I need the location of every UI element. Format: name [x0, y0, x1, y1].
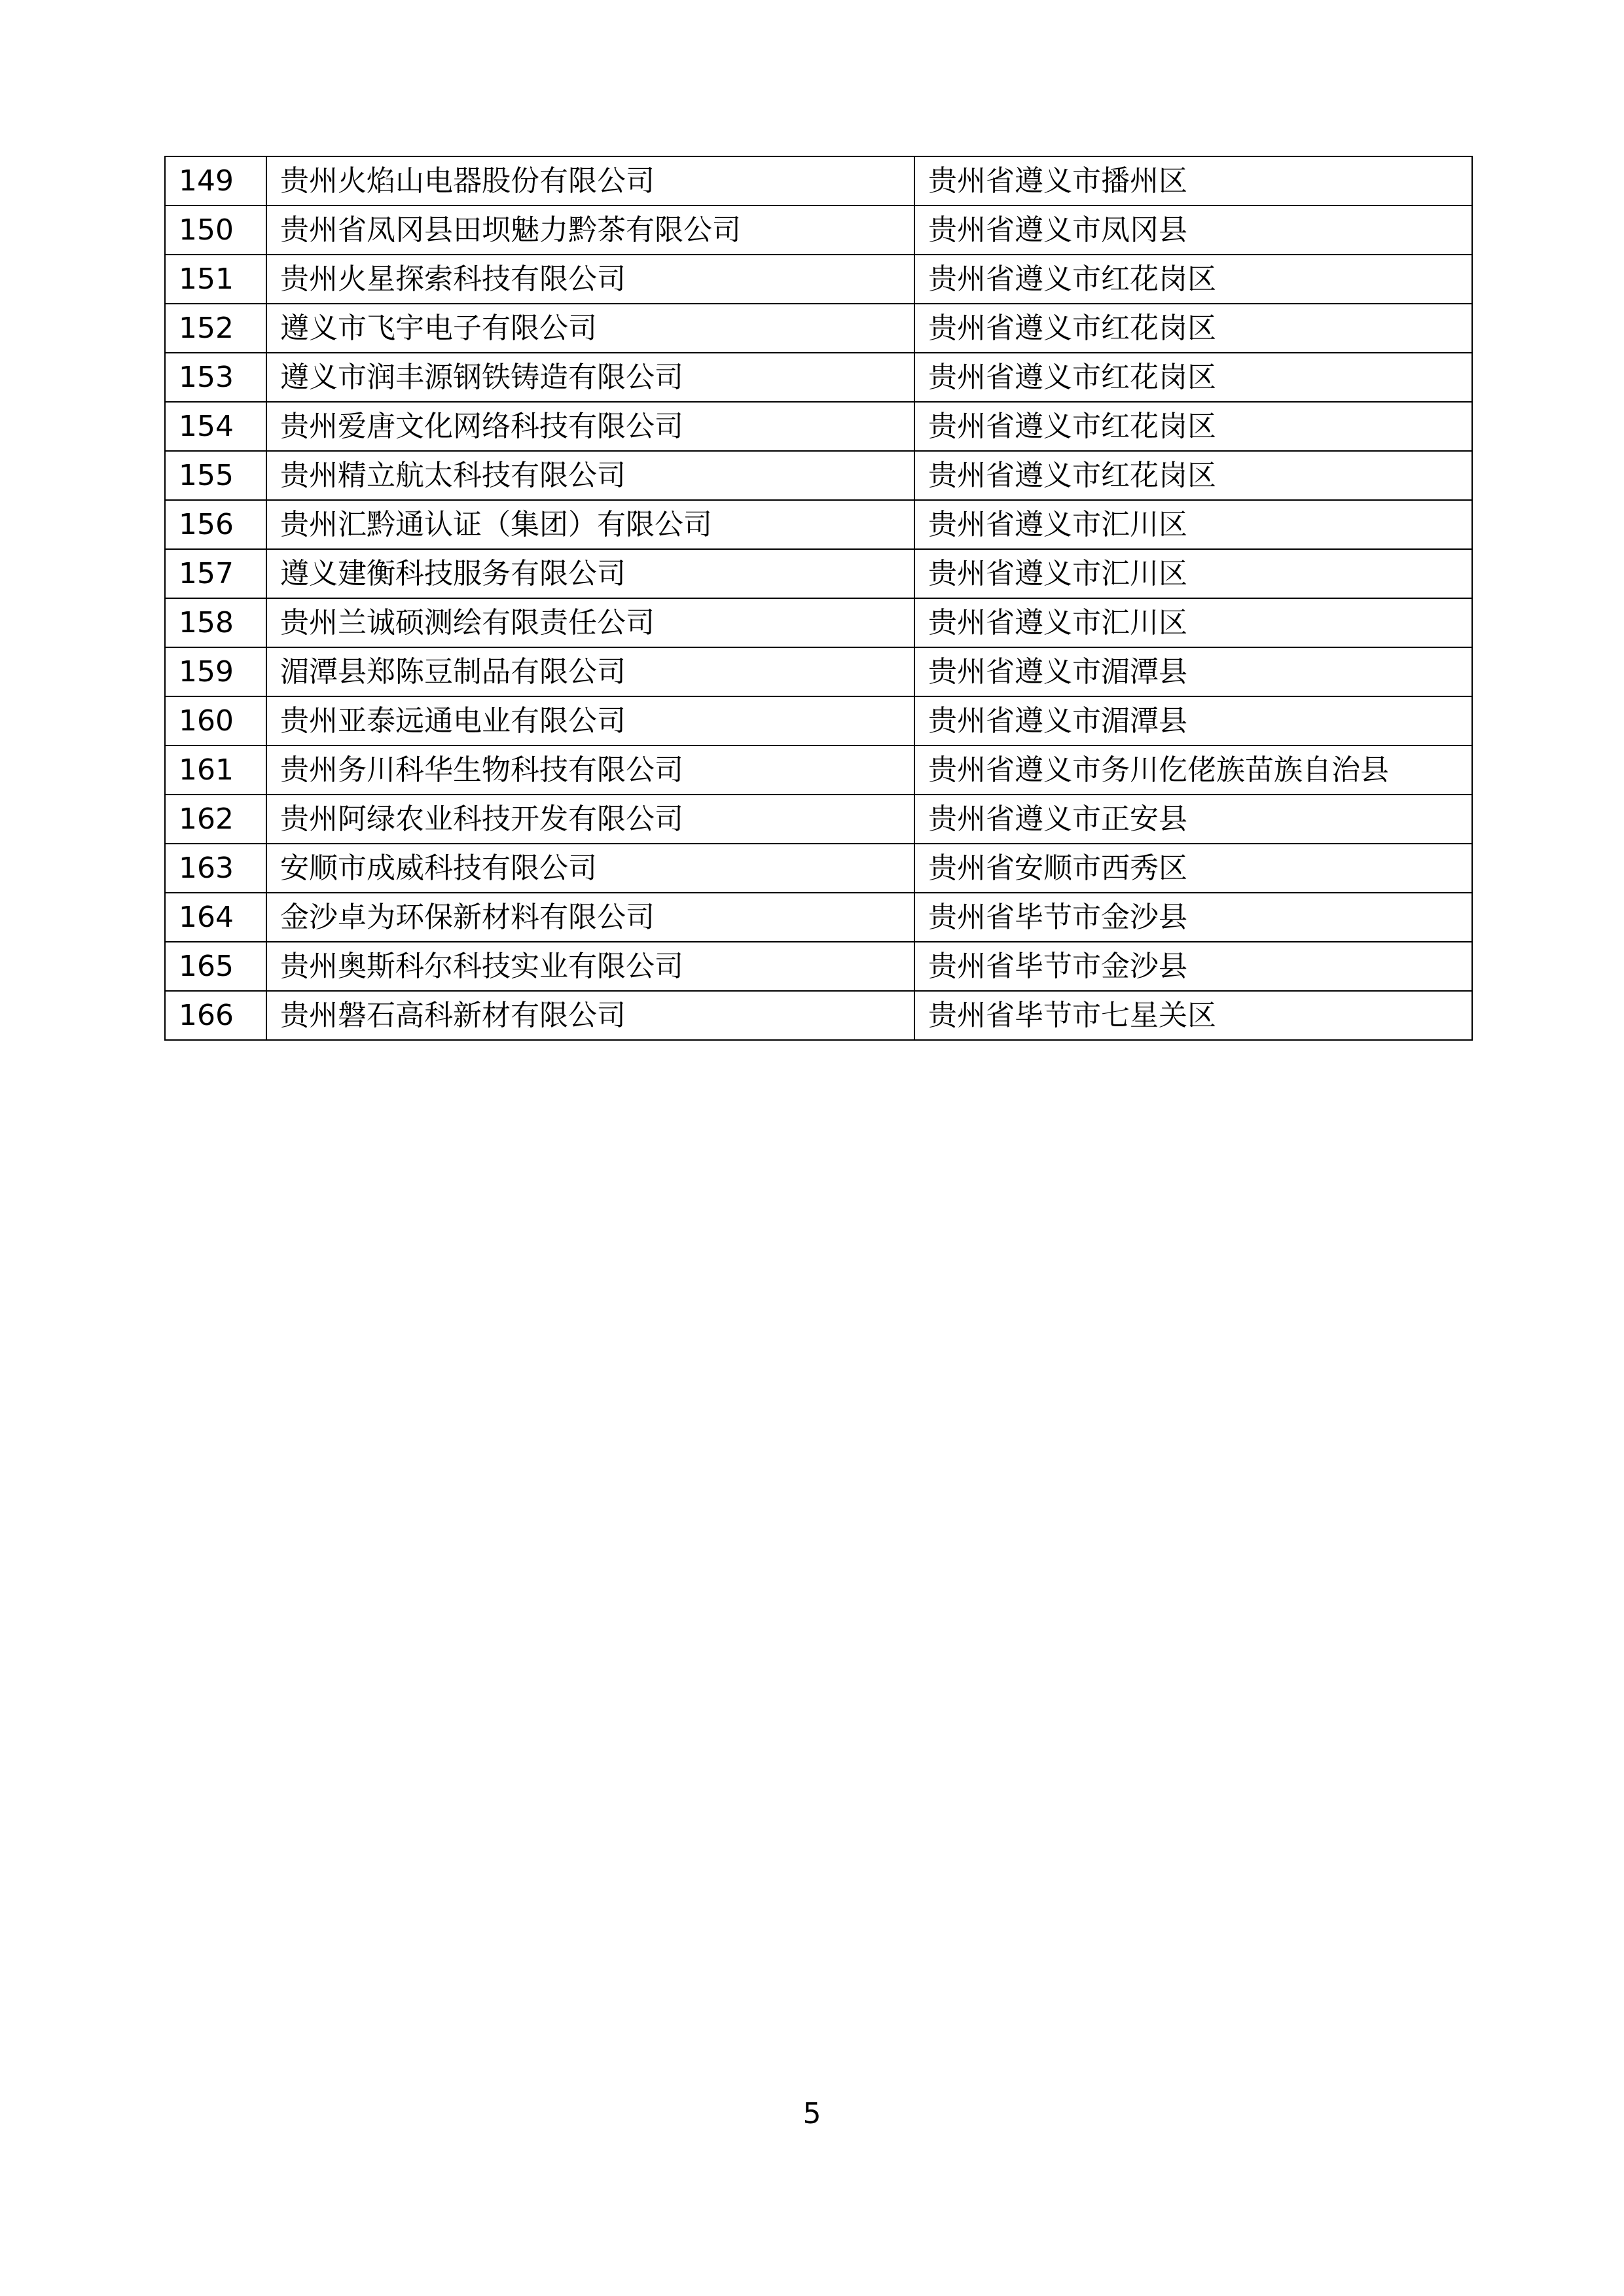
- row-number: 153: [165, 353, 266, 402]
- table-row: [165, 206, 1472, 255]
- company-name: 贵州亚泰远通电业有限公司: [266, 696, 914, 745]
- company-location: 贵州省遵义市红花岗区: [914, 402, 1472, 451]
- company-location: 贵州省毕节市金沙县: [914, 942, 1472, 991]
- row-number: 156: [165, 500, 266, 549]
- company-name: 湄潭县郑陈豆制品有限公司: [266, 647, 914, 696]
- company-name: 贵州火星探索科技有限公司: [266, 255, 914, 304]
- row-number: 149: [165, 156, 266, 206]
- company-name: 贵州精立航太科技有限公司: [266, 451, 914, 500]
- row-number: 157: [165, 549, 266, 598]
- company-name: 安顺市成威科技有限公司: [266, 844, 914, 893]
- table-row: [165, 745, 1472, 795]
- company-location: 贵州省遵义市播州区: [914, 156, 1472, 206]
- company-location: 贵州省遵义市红花岗区: [914, 255, 1472, 304]
- company-name: 贵州省凤冈县田坝魅力黔茶有限公司: [266, 206, 914, 255]
- company-name: 贵州磐石高科新材有限公司: [266, 991, 914, 1040]
- company-name: 贵州火焰山电器股份有限公司: [266, 156, 914, 206]
- company-table: [164, 156, 1473, 1041]
- company-name: 遵义市飞宇电子有限公司: [266, 304, 914, 353]
- company-location: 贵州省遵义市红花岗区: [914, 353, 1472, 402]
- row-number: 152: [165, 304, 266, 353]
- row-number: 162: [165, 795, 266, 844]
- company-name: 贵州爱唐文化网络科技有限公司: [266, 402, 914, 451]
- table-row: [165, 156, 1472, 206]
- table-row: [165, 451, 1472, 500]
- company-name: 贵州兰诚硕测绘有限责任公司: [266, 598, 914, 647]
- company-location: 贵州省遵义市正安县: [914, 795, 1472, 844]
- company-location: 贵州省遵义市汇川区: [914, 549, 1472, 598]
- page-number: 5: [803, 2097, 821, 2130]
- table-row: [165, 696, 1472, 745]
- company-location: 贵州省遵义市红花岗区: [914, 304, 1472, 353]
- table-row: [165, 647, 1472, 696]
- company-table-body: [165, 156, 1472, 1040]
- row-number: 160: [165, 696, 266, 745]
- company-name: 遵义市润丰源钢铁铸造有限公司: [266, 353, 914, 402]
- company-location: 贵州省遵义市汇川区: [914, 500, 1472, 549]
- row-number: 155: [165, 451, 266, 500]
- table-row: [165, 795, 1472, 844]
- table-row: [165, 304, 1472, 353]
- table-row: [165, 353, 1472, 402]
- company-location: 贵州省遵义市凤冈县: [914, 206, 1472, 255]
- row-number: 165: [165, 942, 266, 991]
- company-location: 贵州省毕节市金沙县: [914, 893, 1472, 942]
- company-location: 贵州省毕节市七星关区: [914, 991, 1472, 1040]
- row-number: 158: [165, 598, 266, 647]
- table-row: [165, 942, 1472, 991]
- company-name: 金沙卓为环保新材料有限公司: [266, 893, 914, 942]
- table-row: [165, 549, 1472, 598]
- table-row: [165, 991, 1472, 1040]
- row-number: 151: [165, 255, 266, 304]
- row-number: 159: [165, 647, 266, 696]
- table-row: [165, 255, 1472, 304]
- company-name: 遵义建衡科技服务有限公司: [266, 549, 914, 598]
- company-name: 贵州阿绿农业科技开发有限公司: [266, 795, 914, 844]
- company-location: 贵州省遵义市红花岗区: [914, 451, 1472, 500]
- row-number: 161: [165, 745, 266, 795]
- company-location: 贵州省遵义市务川仡佬族苗族自治县: [914, 745, 1472, 795]
- table-row: [165, 893, 1472, 942]
- company-location: 贵州省遵义市湄潭县: [914, 647, 1472, 696]
- row-number: 150: [165, 206, 266, 255]
- company-location: 贵州省遵义市湄潭县: [914, 696, 1472, 745]
- row-number: 154: [165, 402, 266, 451]
- table-row: [165, 598, 1472, 647]
- table-row: [165, 500, 1472, 549]
- company-name: 贵州务川科华生物科技有限公司: [266, 745, 914, 795]
- company-location: 贵州省遵义市汇川区: [914, 598, 1472, 647]
- table-row: [165, 844, 1472, 893]
- company-name: 贵州奥斯科尔科技实业有限公司: [266, 942, 914, 991]
- row-number: 164: [165, 893, 266, 942]
- company-location: 贵州省安顺市西秀区: [914, 844, 1472, 893]
- company-name: 贵州汇黔通认证（集团）有限公司: [266, 500, 914, 549]
- table-row: [165, 402, 1472, 451]
- row-number: 166: [165, 991, 266, 1040]
- row-number: 163: [165, 844, 266, 893]
